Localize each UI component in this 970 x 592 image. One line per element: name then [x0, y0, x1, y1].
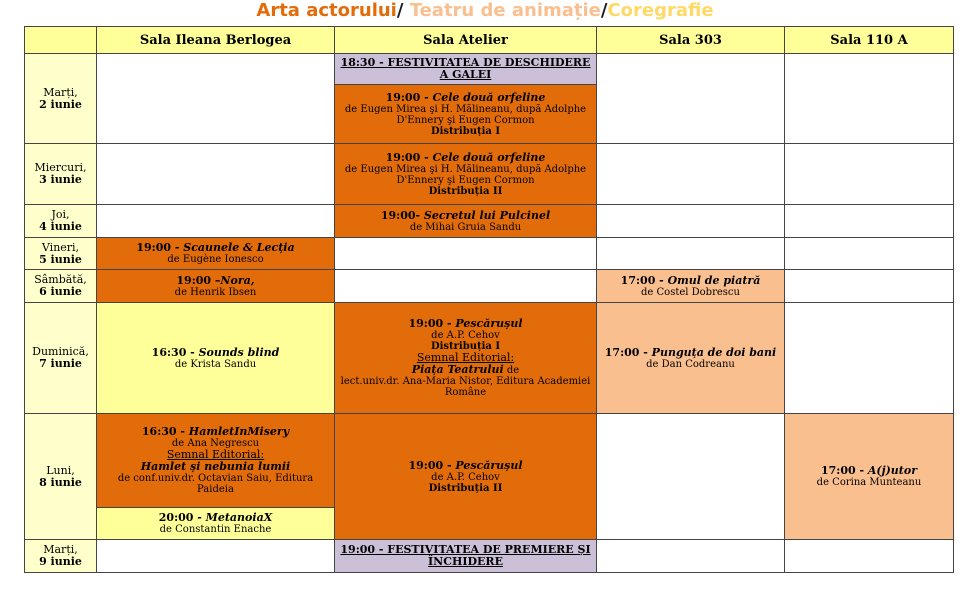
event-author: de Krista Sandu [174, 358, 257, 370]
day-name: Sâmbătă, [34, 273, 87, 286]
event-pescarusul-2: 19:00 - Pescărușul de A.P. Cehov Distribuția II [335, 414, 597, 540]
title-choreography: Coregrafie [607, 0, 714, 21]
day-name: Joi, [51, 208, 70, 221]
day-date: 3 iunie [39, 173, 82, 186]
book-author: lect.univ.dr. Ana-Maria Nistor, Editura Academiei Române [340, 376, 591, 398]
empty-cell [597, 54, 785, 144]
day-date: 8 iunie [39, 475, 82, 489]
empty-cell [785, 270, 954, 303]
event-author: de Eugène Ionesco [167, 254, 264, 265]
day-name: Luni, [46, 463, 75, 477]
event-author: de Dan Codreanu [646, 358, 735, 370]
event-author: de Mihai Gruia Sandu [409, 221, 522, 233]
empty-cell [597, 205, 785, 238]
event-author: de A.P. Cehov [431, 471, 500, 483]
event-author: de Constantin Enache [159, 524, 272, 535]
event-gala-open: 18:30 - FESTIVITATEA DE DESCHIDERE A GALEI [335, 54, 597, 85]
event-author: de Corina Munteanu [816, 477, 922, 488]
table-row [25, 414, 954, 508]
day-cell [25, 238, 97, 270]
event-cast: Distribuția II [428, 185, 503, 197]
book-title: Piața Teatrului [411, 363, 504, 376]
day-cell [25, 270, 97, 303]
table-row [25, 540, 954, 573]
header-cell-110a: Sala 110 A [785, 27, 954, 54]
book-suffix: de [503, 365, 520, 376]
event-author: de A.P. Cehov [431, 330, 500, 341]
empty-cell [97, 54, 335, 144]
event-cast: Distribuția II [428, 482, 503, 494]
day-name: Duminică, [32, 345, 89, 358]
empty-cell [785, 540, 954, 573]
event-ajutor: 17:00 - A(j)utor de Corina Munteanu [785, 414, 954, 540]
header-row [25, 27, 954, 54]
day-name: Marți, [43, 85, 78, 99]
table-row [25, 270, 954, 303]
book-title: Hamlet și nebunia lumii [140, 460, 291, 473]
table-row [25, 303, 954, 414]
day-name: Miercuri, [34, 161, 87, 174]
event-metanoia: 20:00 - MetanoiaX de Constantin Enache [97, 508, 335, 540]
table-row [25, 54, 954, 85]
day-cell [25, 144, 97, 205]
day-date: 9 iunie [39, 555, 82, 568]
empty-cell [97, 540, 335, 573]
event-pescarusul-1: 19:00 - Pescărușul de A.P. Cehov Distribuția I Semnal Editorial: Piața Teatrului de lect.univ.dr. Ana-Maria Nistor, Editura Academiei Române [335, 303, 597, 414]
day-name: Vineri, [41, 240, 80, 254]
table-row [25, 144, 954, 205]
day-date: 2 iunie [39, 97, 82, 111]
event-author: de Costel Dobrescu [641, 286, 740, 298]
empty-cell [97, 205, 335, 238]
editorial-label: Semnal Editorial: [416, 351, 515, 364]
empty-cell [597, 414, 785, 540]
title-acting: Arta actorului [256, 0, 397, 21]
page-title [0, 0, 970, 24]
title-sep-2: / [600, 0, 608, 21]
empty-cell [785, 205, 954, 238]
event-sounds-blind: 16:30 - Sounds blind de Krista Sandu [97, 303, 335, 414]
title-animation: Teatru de animație [403, 0, 601, 21]
event-nora: 19:00 –Nora, de Henrik Ibsen [97, 270, 335, 303]
event-scaunele: 19:00 - Scaunele & Lecția de Eugène Ionesco [97, 238, 335, 270]
day-date: 7 iunie [39, 357, 82, 370]
day-date: 5 iunie [39, 252, 82, 266]
day-cell [25, 54, 97, 144]
day-name: Marți, [43, 543, 78, 556]
header-cell-atelier: Sala Atelier [335, 27, 597, 54]
empty-cell [597, 540, 785, 573]
empty-cell [97, 144, 335, 205]
day-cell [25, 303, 97, 414]
editorial-label: Semnal Editorial: [166, 448, 265, 461]
empty-cell [785, 238, 954, 270]
empty-cell [785, 303, 954, 414]
event-author: de Henrik Ibsen [174, 286, 257, 298]
title-sep-1: / [396, 0, 404, 21]
empty-cell [597, 144, 785, 205]
empty-cell [597, 238, 785, 270]
empty-cell [785, 144, 954, 205]
event-cast: Distribuția I [430, 125, 501, 137]
empty-cell [335, 238, 597, 270]
header-cell-day [25, 27, 97, 54]
event-omul: 17:00 - Omul de piatră de Costel Dobrescu [597, 270, 785, 303]
event-cast: Distribuția I [430, 341, 501, 352]
event-author: de Eugen Mirea şi H. Mălineanu, după Adolphe D'Ennery şi Eugen Cormon [344, 163, 587, 186]
event-pulcinel: 19:00- Secretul lui Pulcinel de Mihai Gruia Sandu [335, 205, 597, 238]
header-cell-berlogea: Sala Ileana Berlogea [97, 27, 335, 54]
event-orfeline-2: 19:00 - Cele două orfeline de Eugen Mirea şi H. Mălineanu, după Adolphe D'Ennery şi Eugen Cormon Distribuția II [335, 144, 597, 205]
header-cell-303: Sala 303 [597, 27, 785, 54]
table-row [25, 205, 954, 238]
empty-cell [785, 54, 954, 144]
day-date: 6 iunie [39, 285, 82, 298]
event-author: de Ana Negrescu [171, 438, 260, 449]
event-punguta: 17:00 - Punguța de doi bani de Dan Codreanu [597, 303, 785, 414]
event-hamlet: 16:30 - HamletInMisery de Ana Negrescu Semnal Editorial: Hamlet și nebunia lumii de conf.univ.dr. Octavian Saiu, Editura Paideia [97, 414, 335, 508]
schedule-table [24, 26, 954, 573]
day-cell [25, 205, 97, 238]
book-author: de conf.univ.dr. Octavian Saiu, Editura Paideia [117, 473, 314, 495]
day-cell [25, 540, 97, 573]
day-date: 4 iunie [39, 220, 82, 233]
day-cell [25, 414, 97, 540]
table-row [25, 238, 954, 270]
event-author: de Eugen Mirea şi H. Mălineanu, după Adolphe D'Ennery şi Eugen Cormon [344, 103, 587, 126]
event-gala-close: 19:00 - FESTIVITATEA DE PREMIERE ȘI ÎNCHIDERE [335, 540, 597, 573]
empty-cell [335, 270, 597, 303]
event-orfeline-1: 19:00 - Cele două orfeline de Eugen Mirea şi H. Mălineanu, după Adolphe D'Ennery şi Eugen Cormon Distribuția I [335, 85, 597, 144]
